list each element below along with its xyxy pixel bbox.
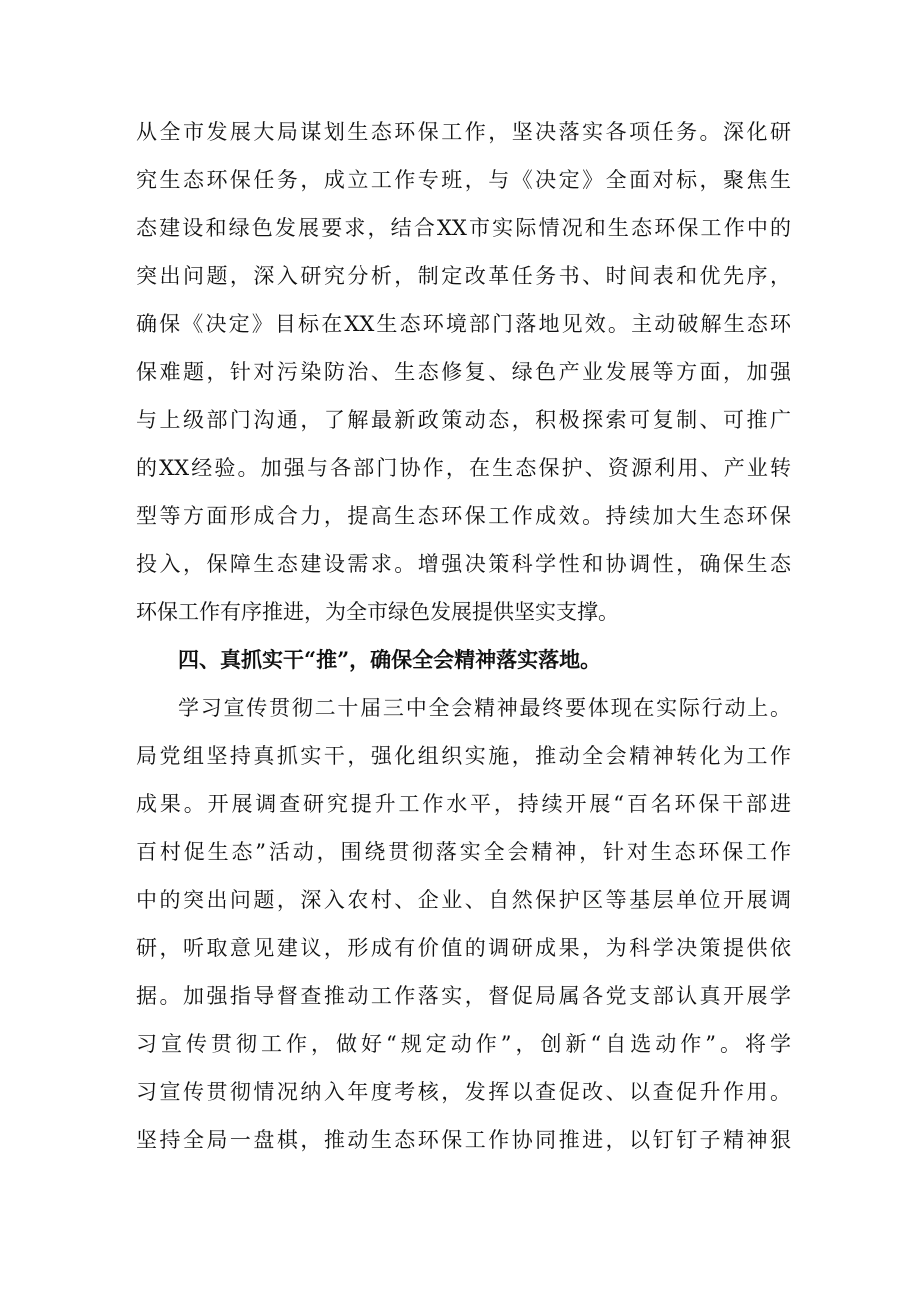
text-line: 习宣传贯彻情况纳入年度考核，发挥以查促改、以查促升作用。 — [136, 1080, 791, 1104]
text-line: 突出问题，深入研究分析，制定改革任务书、时间表和优先序， — [136, 264, 791, 288]
text-line: 态建设和绿色发展要求，结合XX市实际情况和生态环保工作中的 — [136, 216, 791, 240]
text-line: 确保《决定》目标在XX生态环境部门落地见效。主动破解生态环 — [136, 312, 791, 336]
text-line: 投入，保障生态建设需求。增强决策科学性和协调性，确保生态 — [136, 552, 791, 576]
text-line: 中的突出问题，深入农村、企业、自然保护区等基层单位开展调 — [136, 888, 791, 912]
text-line: 研，听取意见建议，形成有价值的调研成果，为科学决策提供依 — [136, 936, 791, 960]
text-line: 保难题，针对污染防治、生态修复、绿色产业发展等方面，加强 — [136, 360, 791, 384]
paragraph-2 — [136, 684, 791, 1164]
text-line: 局党组坚持真抓实干，强化组织实施，推动全会精神转化为工作 — [136, 744, 791, 768]
text-line: 与上级部门沟通，了解最新政策动态，积极探索可复制、可推广 — [136, 408, 791, 432]
text-line: 成果。开展调查研究提升工作水平，持续开展“百名环保干部进 — [136, 792, 791, 816]
text-line: 百村促生态”活动，围绕贯彻落实全会精神，针对生态环保工作 — [136, 840, 791, 864]
section-heading: 四、真抓实干“推”，确保全会精神落实落地。 — [178, 647, 602, 672]
text-line: 型等方面形成合力，提高生态环保工作成效。持续加大生态环保 — [136, 504, 791, 528]
text-line: 的XX经验。加强与各部门协作，在生态保护、资源利用、产业转 — [136, 456, 791, 480]
text-line: 学习宣传贯彻二十届三中全会精神最终要体现在实际行动上。 — [178, 696, 791, 720]
text-line: 从全市发展大局谋划生态环保工作，坚决落实各项任务。深化研 — [136, 120, 791, 144]
text-line: 究生态环保任务，成立工作专班，与《决定》全面对标，聚焦生 — [136, 168, 791, 192]
document-body — [136, 108, 791, 1164]
text-line: 据。加强指导督查推动工作落实，督促局属各党支部认真开展学 — [136, 984, 791, 1008]
text-line: 环保工作有序推进，为全市绿色发展提供坚实支撑。 — [136, 600, 619, 624]
paragraph-1 — [136, 108, 791, 636]
text-line: 坚持全局一盘棋，推动生态环保工作协同推进，以钉钉子精神狠 — [136, 1128, 791, 1152]
text-line: 习宣传贯彻工作，做好“规定动作”，创新“自选动作”。将学 — [136, 1032, 791, 1056]
